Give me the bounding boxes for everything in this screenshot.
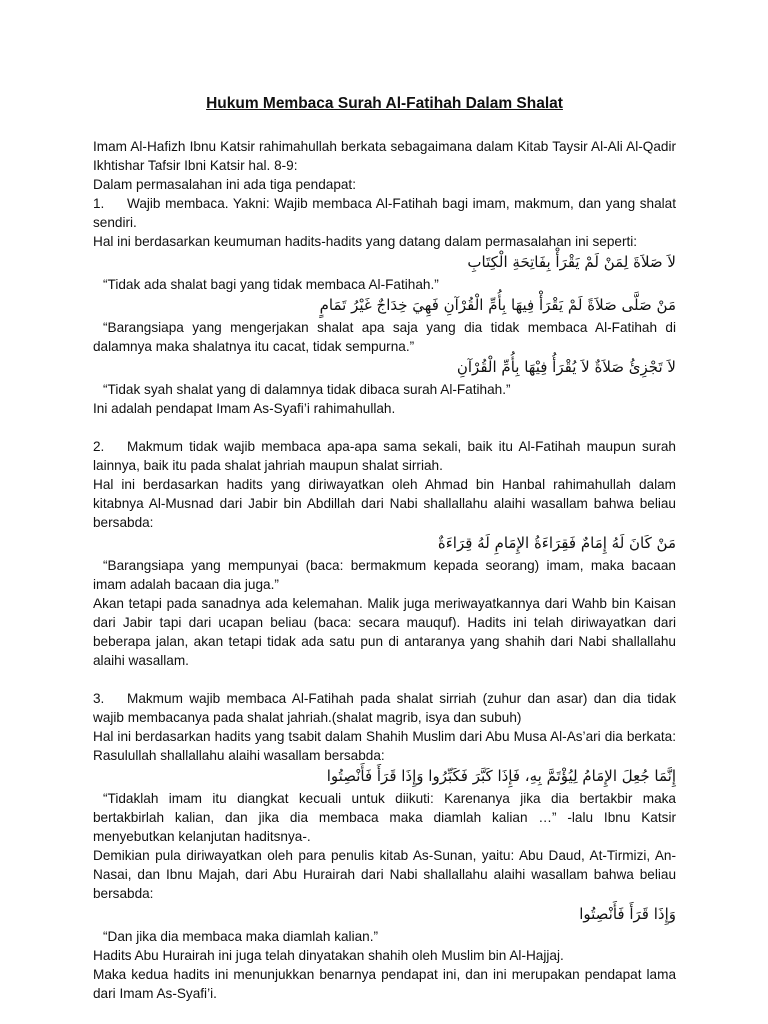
opinion-2-text: Makmum tidak wajib membaca apa-apa sama sekali, baik itu Al-Fatihah maupun surah lainnya, baik itu pada shalat jahriah maupun shalat sirriah. [93, 439, 676, 473]
hadith-translation-1c: “Tidak syah shalat yang di dalamnya tidak dibaca surah Al-Fatihah.” [103, 382, 511, 397]
opinion-1-closing: Ini adalah pendapat Imam As-Syafi’i rahimahullah. [93, 401, 396, 416]
hadith-translation-1a: “Tidak ada shalat bagi yang tidak membaca Al-Fatihah.” [103, 277, 439, 292]
hadith-arabic-1a: لاَ صَلاَةَ لِمَنْ لَمْ يَقْرَأْ بِفَاتِحَةِ الْكِتَابِ [467, 253, 676, 271]
hadith-translation-3b: “Dan jika dia membaca maka diamlah kalian.” [103, 929, 379, 944]
opinion-3-text: Makmum wajib membaca Al-Fatihah pada shalat sirriah (zuhur dan asar) dan dia tidak wajib membacanya pada shalat jahriah.(shalat magrib, isya dan subuh) [93, 691, 676, 725]
intro-opinions: Dalam permasalahan ini ada tiga pendapat: [93, 177, 356, 192]
intro-paragraph: Imam Al-Hafizh Ibnu Katsir rahimahullah berkata sebagaimana dalam Kitab Taysir Al-Ali Al-Qadir Ikhtishar Tafsir Ibni Katsir hal. 8-9: [93, 139, 676, 173]
hadith-arabic-2a: مَنْ كَانَ لَهُ إِمَامٌ فَقِرَاءَةُ الإِمَامِ لَهُ قِرَاءَةٌ [437, 534, 676, 552]
opinion-3-basis: Hal ini berdasarkan hadits yang tsabit dalam Shahih Muslim dari Abu Musa Al-As’ari dia berkata: Rasulullah shallallahu alaihi wasallam bersabda: [93, 729, 676, 763]
hadith-translation-3a: “Tidaklah imam itu diangkat kecuali untuk diikuti: Karenanya jika dia bertakbir maka bertakbirlah kalian, dan jika dia membaca maka diamlah kalian …” -lalu Ibnu Katsir menyebutkan kelanjutan haditsnya-. [93, 791, 676, 844]
opinion-3 [93, 689, 676, 727]
hadith-arabic-3a: إِنَّمَا جُعِلَ الإِمَامُ لِيُؤْتَمَّ بِهِ، فَإِذَا كَبَّرَ فَكَبِّرُوا وَإِذَا قَرَأَ فَأَنْصِتُوا [326, 767, 676, 785]
opinion-1 [93, 194, 676, 232]
hadith-arabic-1c: لاَ تَجْزِئُ صَلاَةٌ لاَ يُقْرَأُ فِيْهَا بِأُمِّ الْقُرْآنِ [456, 358, 676, 376]
opinion-3-closing-1: Hadits Abu Hurairah ini juga telah dinyatakan shahih oleh Muslim bin Al-Hajjaj. [93, 948, 564, 963]
opinion-2-closing: Akan tetapi pada sanadnya ada kelemahan. Malik juga meriwayatkannya dari Wahb bin Kaisan dari Jabir tapi dari ucapan beliau (baca: secara mauquf). Hadits ini telah diriwayatkan dari beberapa jalan, akan tetapi tidak ada satu pun di antaranya yang shahih dari Nabi shallallahu alaihi wasallam. [93, 596, 676, 668]
opinion-3-number: 3. [93, 691, 105, 706]
hadith-arabic-1b: مَنْ صَلَّى صَلاَةً لَمْ يَقْرَأْ فِيهَا بِأُمِّ الْقُرْآنِ فَهِيَ خِدَاجٌ غَيْرُ تَمَامٍ [319, 296, 676, 314]
opinion-3-closing-2: Maka kedua hadits ini menunjukkan benarnya pendapat ini, dan ini merupakan pendapat lama dari Imam As-Syafi’i. [93, 967, 676, 1001]
opinion-2-basis: Hal ini berdasarkan hadits yang diriwayatkan oleh Ahmad bin Hanbal rahimahullah dalam kitabnya Al-Musnad dari Jabir bin Abdillah dari Nabi shallallahu alaihi wasallam bahwa beliau bersabda: [93, 477, 676, 530]
section-gap [93, 418, 676, 437]
opinion-1-basis: Hal ini berdasarkan keumuman hadits-hadits yang datang dalam permasalahan ini seperti: [93, 234, 638, 249]
opinion-3-basis-2: Demikian pula diriwayatkan oleh para penulis kitab As-Sunan, yaitu: Abu Daud, At-Tirmizi, An-Nasai, dan Ibnu Majah, dari Abu Hurairah dari Nabi shallallahu alaihi wasallam bahwa beliau bersabda: [93, 848, 676, 901]
opinion-2 [93, 437, 676, 475]
opinion-1-number: 1. [93, 196, 105, 211]
hadith-arabic-3b: وَإِذَا قَرَأَ فَأَنْصِتُوا [579, 905, 676, 923]
opinion-1-text: Wajib membaca. Yakni: Wajib membaca Al-Fatihah bagi imam, makmum, dan yang shalat sendiri. [93, 196, 676, 230]
opinion-2-number: 2. [93, 439, 105, 454]
hadith-translation-1b: “Barangsiapa yang mengerjakan shalat apa saja yang dia tidak membaca Al-Fatihah di dalamnya maka shalatnya itu cacat, tidak sempurna.” [93, 320, 676, 354]
document-title: Hukum Membaca Surah Al-Fatihah Dalam Shalat [206, 95, 563, 112]
hadith-translation-2a: “Barangsiapa yang mempunyai (baca: bermakmum kepada seorang) imam, maka bacaan imam adalah bacaan dia juga.” [93, 558, 676, 592]
section-gap [93, 670, 676, 689]
